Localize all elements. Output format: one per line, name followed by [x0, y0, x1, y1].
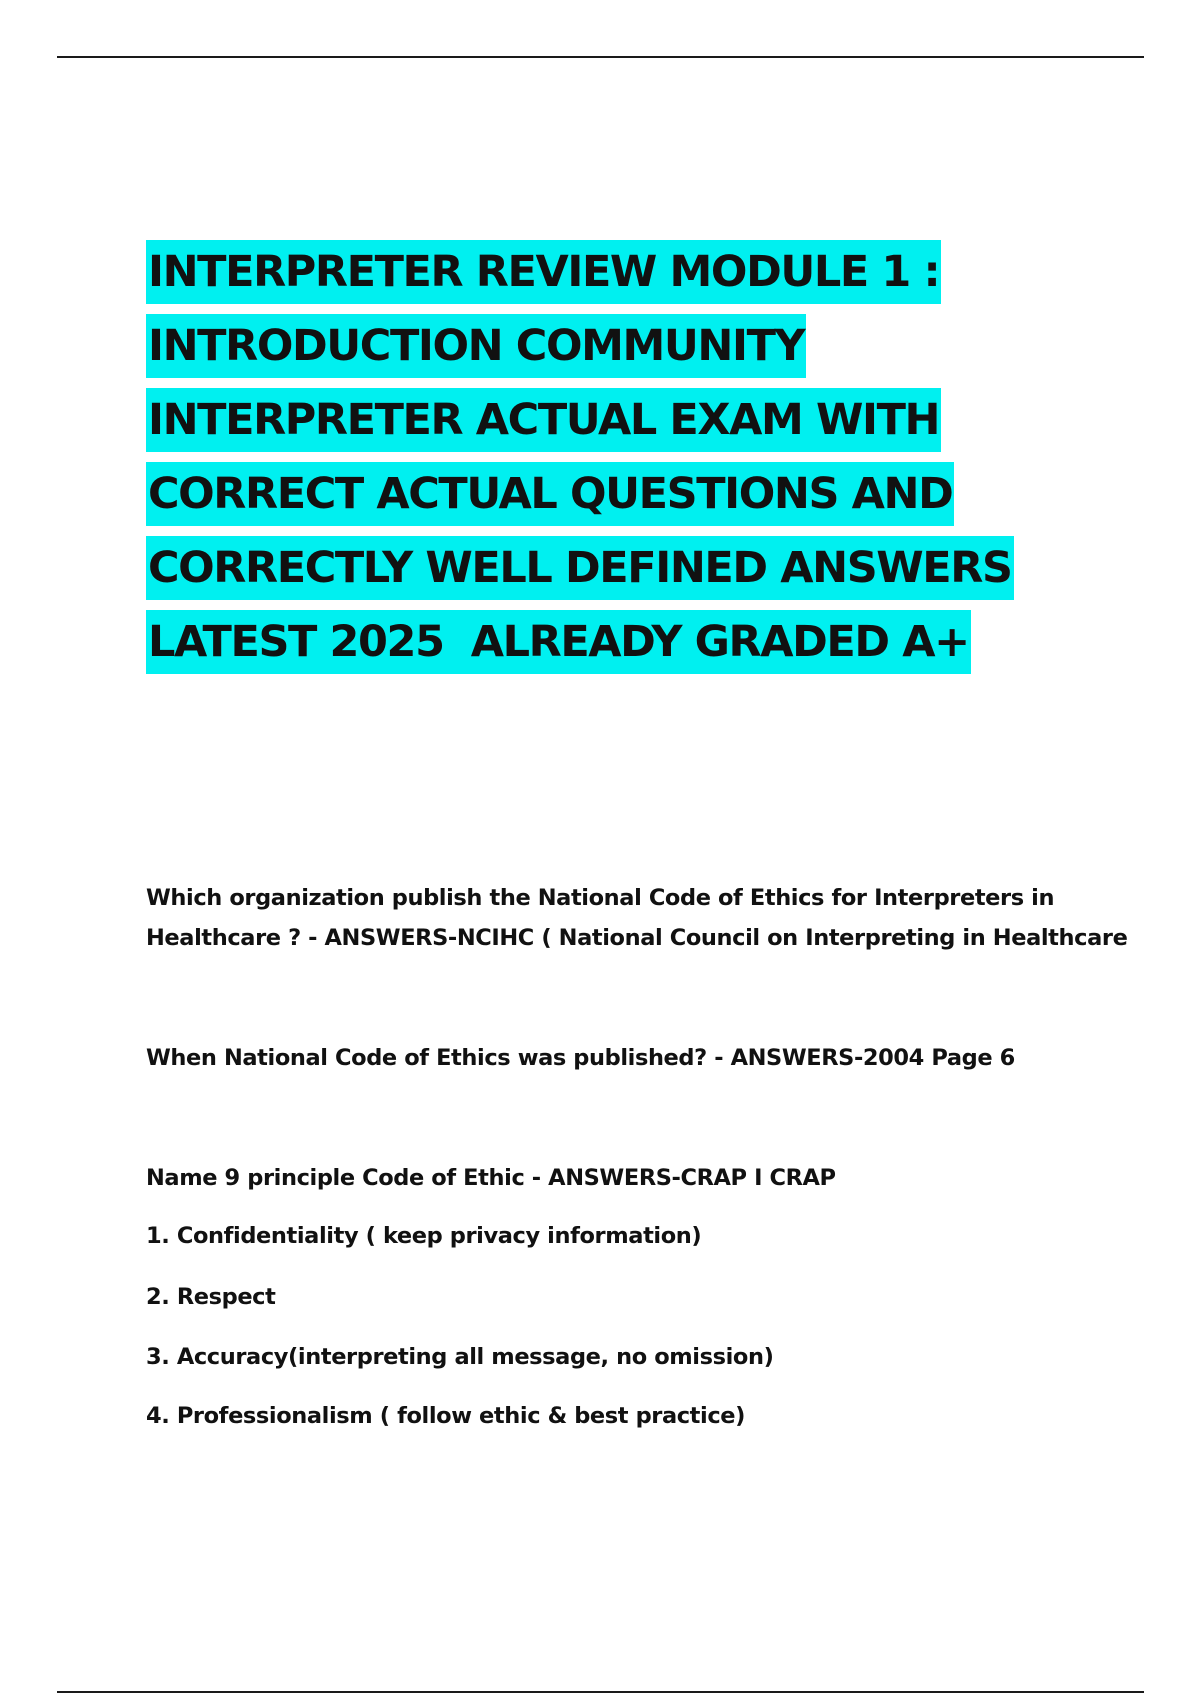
top-rule [57, 56, 1144, 58]
question-1-line-1: Which organization publish the National Code of Ethics for Interpreters in [146, 885, 1055, 911]
question-3-line-1: Name 9 principle Code of Ethic - ANSWERS-CRAP I CRAP [146, 1165, 836, 1191]
principle-item-1: 1. Confidentiality ( keep privacy information) [146, 1223, 702, 1249]
title-line-4: CORRECT ACTUAL QUESTIONS AND [146, 462, 954, 526]
bottom-rule [57, 1691, 1144, 1693]
title-line-3: INTERPRETER ACTUAL EXAM WITH [146, 388, 941, 452]
title-line-5: CORRECTLY WELL DEFINED ANSWERS [146, 536, 1014, 600]
principle-item-3: 3. Accuracy(interpreting all message, no omission) [146, 1344, 774, 1370]
question-2-line-1: When National Code of Ethics was published? - ANSWERS-2004 Page 6 [146, 1045, 1015, 1071]
principle-item-4: 4. Professionalism ( follow ethic & best practice) [146, 1403, 746, 1429]
question-3 [146, 1158, 1146, 1198]
question-1 [146, 878, 1146, 958]
question-1-line-2: Healthcare ? - ANSWERS-NCIHC ( National Council on Interpreting in Healthcare [146, 925, 1128, 951]
document-title [146, 240, 1156, 684]
title-line-6: LATEST 2025 ALREADY GRADED A+ [146, 610, 971, 674]
title-line-1: INTERPRETER REVIEW MODULE 1 : [146, 240, 941, 304]
title-line-2: INTRODUCTION COMMUNITY [146, 314, 806, 378]
question-2 [146, 1038, 1146, 1078]
principle-item-2: 2. Respect [146, 1284, 276, 1310]
